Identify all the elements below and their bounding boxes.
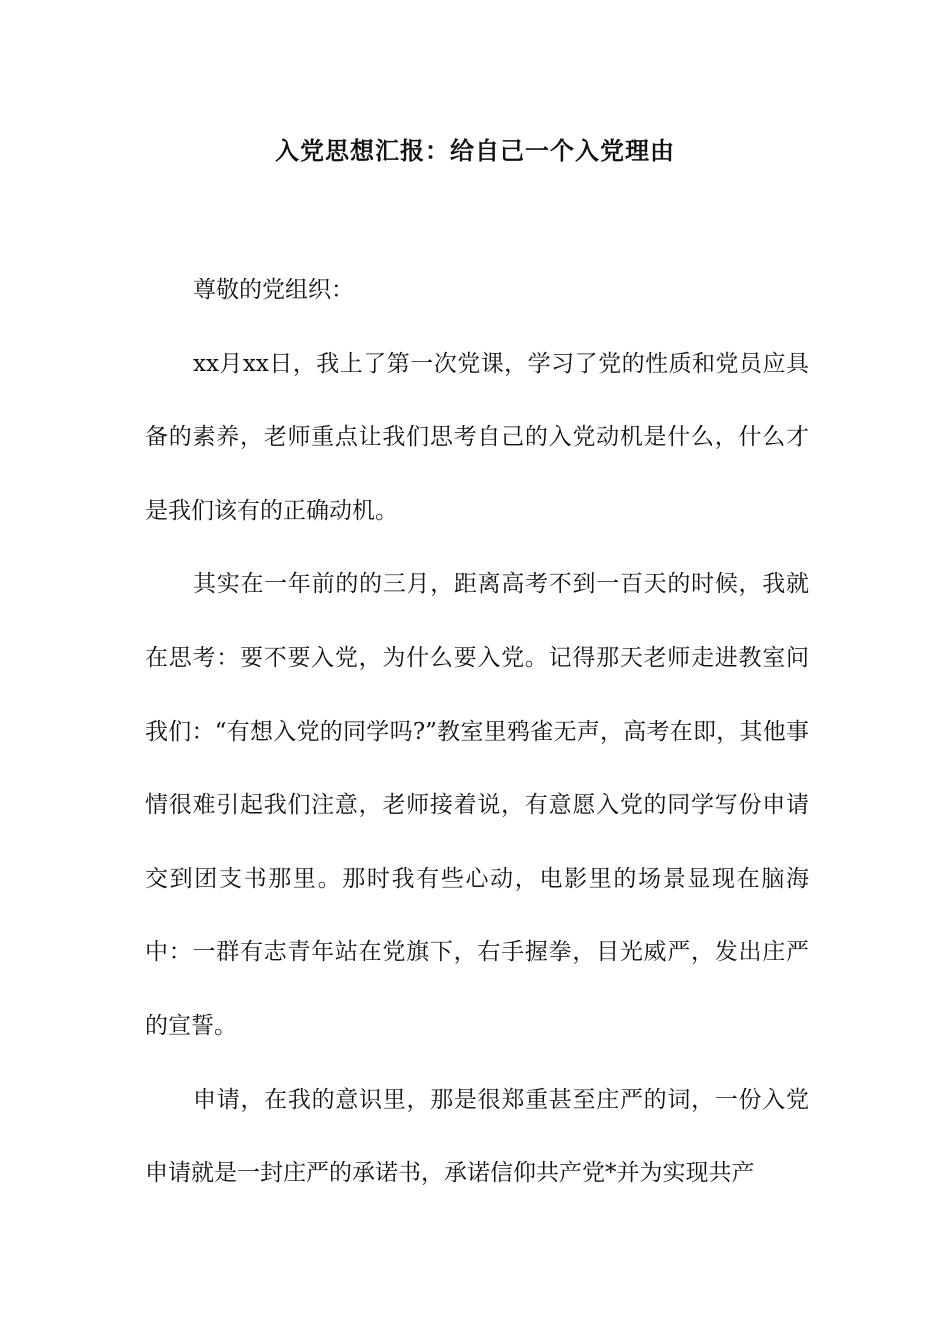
document-title: 入党思想汇报：给自己一个入党理由 <box>275 136 675 165</box>
document-body <box>145 254 809 1211</box>
paragraph-salutation: 尊敬的党组织： <box>193 277 354 303</box>
paragraph-first-party-lesson: xx月xx日，我上了第一次党课，学习了党的性质和党员应具备的素养，老师重点让我们思考自己的入党动机是什么，什么才是我们该有的正确动机。 <box>145 350 809 524</box>
paragraph-a-year-ago: 其实在一年前的的三月，距离高考不到一百天的时候，我就在思考：要不要入党，为什么要入党。记得那天老师走进教室问我们：“有想入党的同学吗?”教室里鸦雀无声，高考在即，其他事情很难引起我们注意，老师接着说，有意愿入党的同学写份申请交到团支书那里。那时我有些心动，电影里的场景显现在脑海中：一群有志青年站在党旗下，右手握拳，目光威严，发出庄严的宣誓。 <box>145 571 809 1039</box>
paragraph-application: 申请，在我的意识里，那是很郑重甚至庄严的词，一份入党申请就是一封庄严的承诺书，承诺信仰共产党*并为实现共产 <box>145 1086 809 1187</box>
